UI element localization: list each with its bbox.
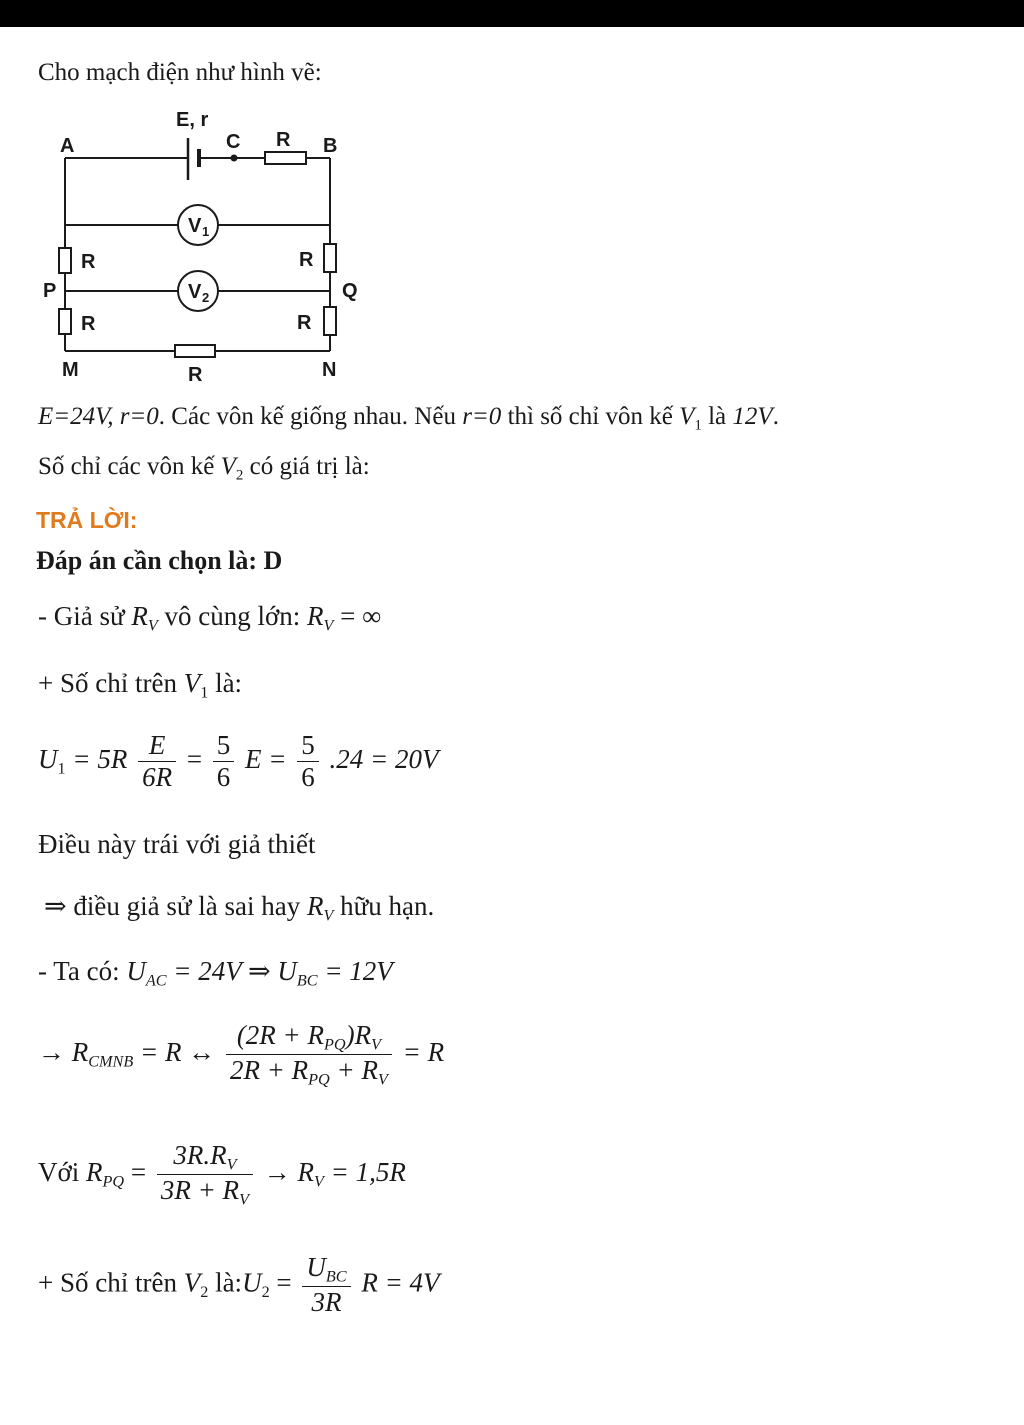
label-v1-sub: 1	[202, 224, 210, 239]
label-v2: V	[188, 281, 202, 303]
label-r-bottom: R	[188, 364, 203, 386]
label-v2-sub: 2	[202, 290, 210, 305]
label-r-right-top: R	[299, 249, 314, 271]
resistor-left-top	[59, 248, 71, 273]
label-v1: V	[188, 215, 202, 237]
label-P: P	[43, 280, 57, 302]
equation-rcmnb: → $R_{CMNB} = R$ ↔ $\frac{(2R + R_{PQ})R_V}{2R + R_{PQ} + R_V}$ = R	[38, 1020, 445, 1089]
contradiction-line: Điều này trái với giả thiết	[38, 829, 316, 859]
resistor-right-top	[324, 244, 336, 272]
label-r-left-bottom: R	[81, 313, 96, 335]
label-N: N	[322, 359, 337, 381]
assume-line: - Giả sử $R_V$ vô cùng lớn: $R_V$ = ∞	[38, 601, 382, 635]
problem-line-2: Số chỉ các vôn kế $V_2$ có giá trị là:	[38, 453, 370, 484]
conclusion-line: ⇒ điều giả sử là sai hay $R_V$ hữu hạn.	[44, 891, 435, 925]
label-Q: Q	[342, 280, 358, 302]
resistor-left-bottom	[59, 309, 71, 334]
resistor-bottom	[175, 345, 215, 357]
fraction-e-6r: $\frac{E}{6R}$	[138, 730, 176, 793]
label-A: A	[60, 135, 75, 157]
node-c-dot	[231, 155, 238, 162]
label-B: B	[323, 135, 338, 157]
intro-text: Cho mạch điện như hình vẽ:	[38, 59, 322, 86]
equation-rpq: Với $R_{PQ}$ = $\frac{3R.R_V}{3R + R_V}$ → $R_V = 1,5R$	[38, 1140, 406, 1209]
fraction-rpq: $\frac{3R.R_V}{3R + R_V}$	[157, 1140, 253, 1210]
problem-line-1: E=24V, r=0. Các vôn kế giống nhau. Nếu r=0 thì số chỉ vôn kế $V_1$ là 12V.	[38, 403, 779, 434]
label-C: C	[226, 131, 241, 153]
fraction-ubc-3r: $\frac{U_{BC}}{3R}$	[302, 1252, 350, 1318]
fraction-rcmnb: $\frac{(2R + R_{PQ})R_V}{2R + R_{PQ} + R_V}$	[226, 1020, 392, 1090]
equation-u1: $U_1 = 5R$ $\frac{E}{6R}$ = $\frac{5}{6}$ E = $\frac{5}{6}$ .24 = 20V	[38, 730, 439, 793]
answer-choice: Đáp án cần chọn là: D	[36, 546, 283, 575]
label-r-right-bottom: R	[297, 312, 312, 334]
label-r-top: R	[276, 129, 291, 151]
top-bar	[0, 0, 1024, 27]
fraction-5-6-a: $\frac{5}{6}$	[213, 730, 235, 793]
taco-line: - Ta có: $U_{AC} = 24V$ ⇒ $U_{BC} = 12V$	[38, 956, 393, 990]
answer-heading: TRẢ LỜI:	[36, 507, 138, 533]
label-M: M	[62, 359, 79, 381]
circuit-diagram	[40, 108, 370, 388]
resistor-top	[265, 152, 306, 164]
resistor-right-bottom	[324, 307, 336, 335]
label-source: E, r	[176, 109, 209, 131]
v1-reading-line: + Số chỉ trên $V_1$ là:	[38, 668, 243, 702]
label-r-left-top: R	[81, 251, 96, 273]
fraction-5-6-b: $\frac{5}{6}$	[297, 730, 319, 793]
equation-u2: + Số chỉ trên $V_2$ $là:U_2$ = $\frac{U_{BC}}{3R}$ R = 4V	[38, 1252, 440, 1318]
